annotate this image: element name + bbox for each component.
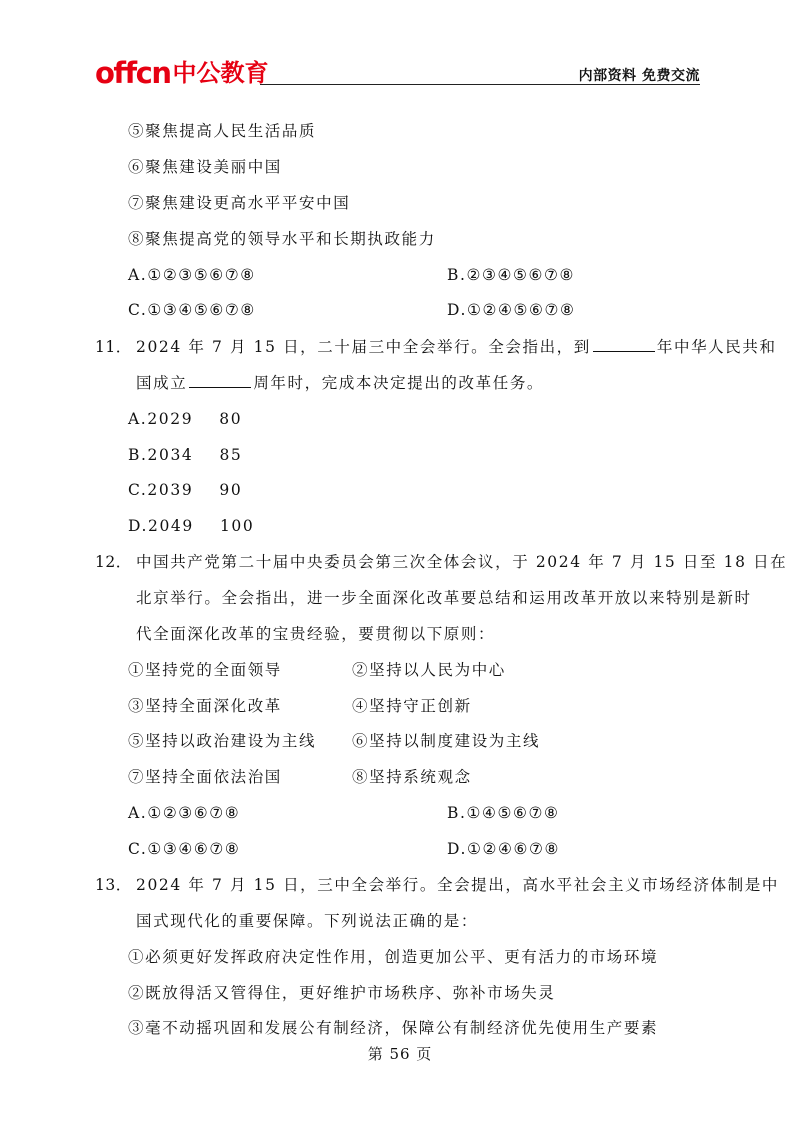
- q11-stem-part-1: 2024 年 7 月 15 日，二十届三中全会举行。全会指出，到: [136, 338, 591, 356]
- q11-number: 11．: [95, 338, 132, 356]
- q13-stem-line-1: 2024 年 7 月 15 日，三中全会举行。全会提出，高水平社会主义市场经济体制是中: [136, 876, 779, 894]
- q12-stem-line-3: 代全面深化改革的宝贵经验，要贯彻以下原则：: [136, 625, 496, 643]
- q13-item-3: ③毫不动摇巩固和发展公有制经济，保障公有制经济优先使用生产要素: [128, 1019, 659, 1037]
- q10-option-d: D.①②④⑤⑥⑦⑧: [447, 301, 576, 319]
- q13-item-1: ①必须更好发挥政府决定性作用，创造更加公平、更有活力的市场环境: [128, 948, 659, 966]
- q11-option-d: D.2049 100: [128, 517, 255, 535]
- q12-item-2: ②坚持以人民为中心: [352, 661, 506, 679]
- q12-item-1: ①坚持党的全面领导: [128, 661, 282, 679]
- q11-stem-line-1: [136, 337, 777, 357]
- q11-stem-part-4: 周年时，完成本决定提出的改革任务。: [253, 374, 545, 392]
- q12-option-a: A.①②③⑥⑦⑧: [128, 804, 241, 822]
- q10-item-5: ⑤聚焦提高人民生活品质: [128, 122, 317, 140]
- q12-option-d: D.①②④⑥⑦⑧: [447, 840, 560, 858]
- q12-option-c: C.①③④⑥⑦⑧: [128, 840, 241, 858]
- q12-item-4: ④坚持守正创新: [352, 697, 472, 715]
- q10-item-7: ⑦聚焦建设更高水平平安中国: [128, 194, 351, 212]
- q12-stem-line-1: 中国共产党第二十届中央委员会第三次全体会议，于 2024 年 7 月 15 日至 18 日在: [136, 553, 788, 571]
- q12-item-5: ⑤坚持以政治建设为主线: [128, 732, 317, 750]
- q10-option-b: B.②③④⑤⑥⑦⑧: [447, 266, 575, 284]
- q10-item-8: ⑧聚焦提高党的领导水平和长期执政能力: [128, 230, 436, 248]
- q10-item-6: ⑥聚焦建设美丽中国: [128, 158, 282, 176]
- q11-option-c: C.2039 90: [128, 481, 243, 499]
- q13-item-2: ②既放得活又管得住，更好维护市场秩序、弥补市场失灵: [128, 984, 556, 1002]
- q11-option-a: A.2029 80: [128, 410, 243, 428]
- q10-option-a: A.①②③⑤⑥⑦⑧: [128, 266, 256, 284]
- q11-stem-part-2: 年中华人民共和: [656, 338, 777, 356]
- logo-chinese-text: 中公教育: [172, 59, 269, 87]
- q12-item-7: ⑦坚持全面依法治国: [128, 768, 282, 786]
- q11-stem-part-3: 国成立: [136, 374, 188, 392]
- q13-number: 13．: [95, 876, 132, 894]
- page-header: [95, 56, 700, 88]
- q11-stem-line-2: [136, 373, 544, 393]
- offcn-logo: [95, 56, 269, 88]
- q12-option-b: B.①④⑤⑥⑦⑧: [447, 804, 560, 822]
- header-note: 内部资料 免费交流: [578, 68, 700, 84]
- q12-item-6: ⑥坚持以制度建设为主线: [352, 732, 541, 750]
- q11-option-b: B.2034 85: [128, 446, 243, 464]
- q12-item-3: ③坚持全面深化改革: [128, 697, 282, 715]
- logo-latin-text: offcn: [95, 56, 171, 90]
- answer-blank-2: [189, 373, 251, 388]
- q12-number: 12．: [95, 553, 132, 571]
- q12-item-8: ⑧坚持系统观念: [352, 768, 472, 786]
- answer-blank-1: [593, 337, 655, 352]
- q13-stem-line-2: 国式现代化的重要保障。下列说法正确的是：: [136, 912, 479, 930]
- q10-option-c: C.①③④⑤⑥⑦⑧: [128, 301, 256, 319]
- page-number: 第 56 页: [367, 1045, 433, 1063]
- q12-stem-line-2: 北京举行。全会指出，进一步全面深化改革要总结和运用改革开放以来特别是新时: [136, 589, 752, 607]
